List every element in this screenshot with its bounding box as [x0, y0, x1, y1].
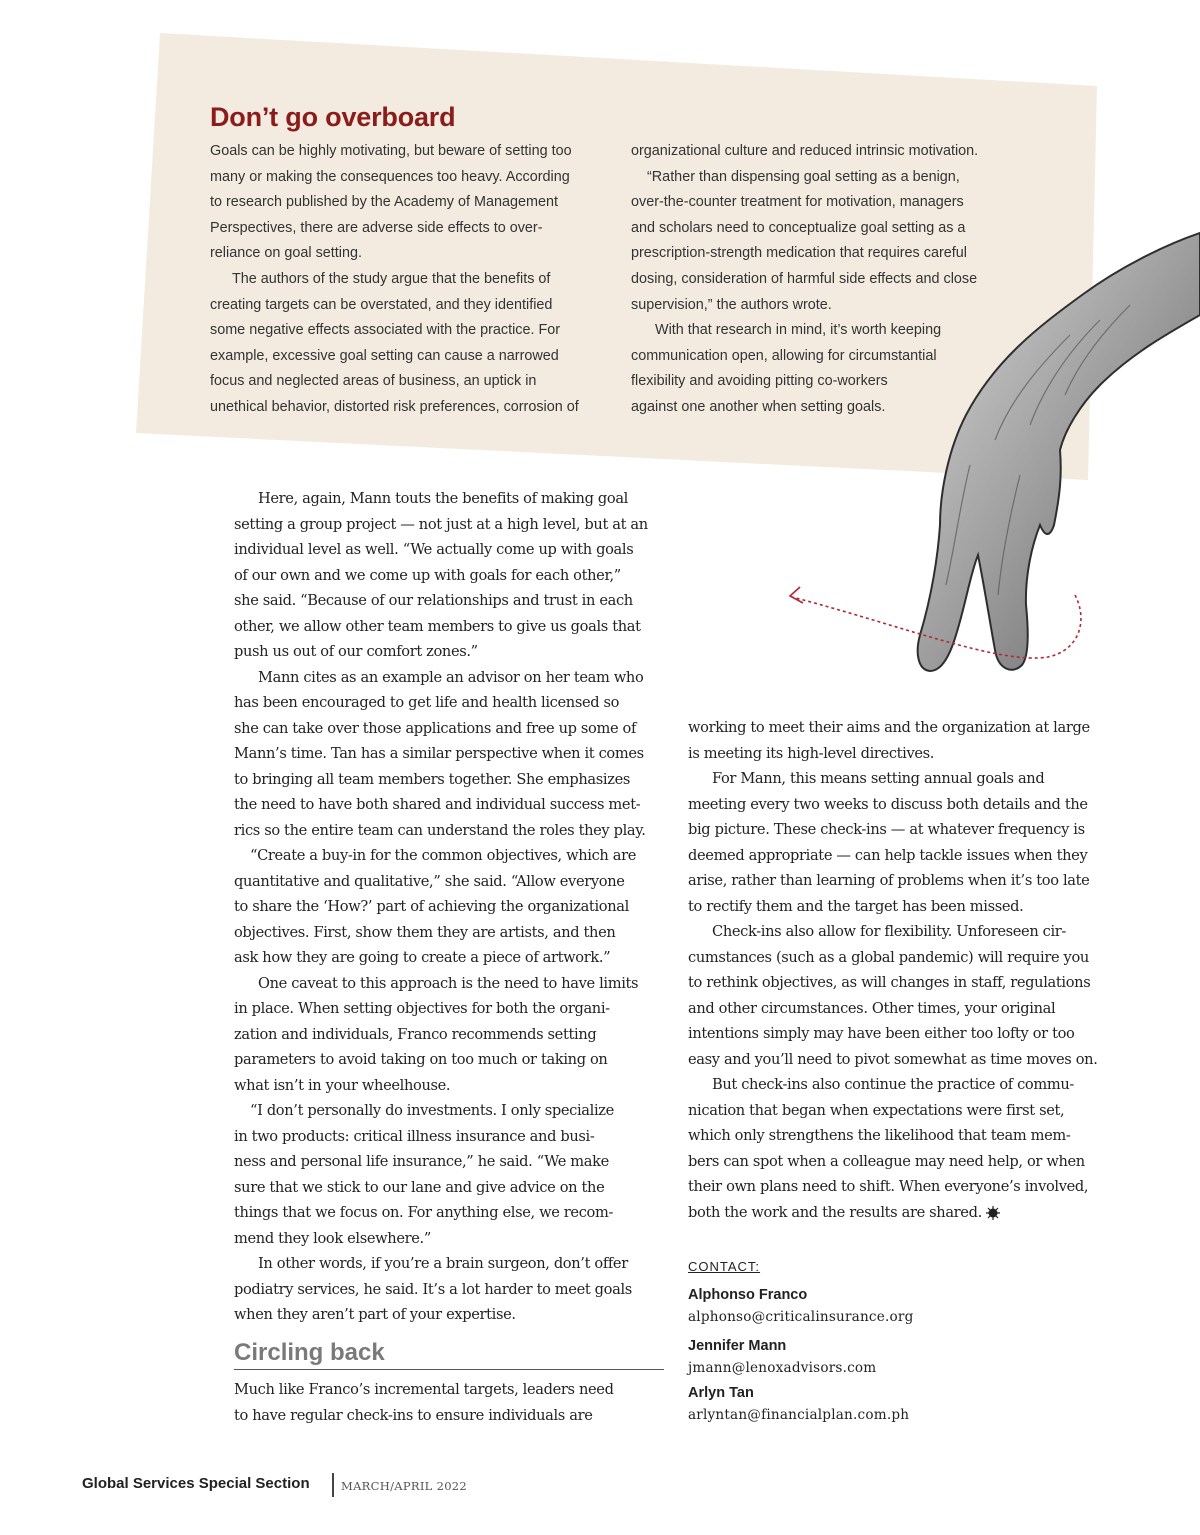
text-line: Mann cites as an example an advisor on her team who [258, 668, 644, 686]
text-line: prescription-strength medication that requires careful [631, 245, 967, 262]
text-line: sure that we stick to our lane and give advice on the [234, 1178, 605, 1196]
text-line: some negative effects associated with the practice. For [210, 322, 561, 339]
contact-email[interactable]: jmann@lenoxadvisors.com [688, 1360, 877, 1376]
body-paragraph [234, 843, 674, 971]
text-line: what isn’t in your wheelhouse. [234, 1076, 451, 1094]
text-line: communication open, allowing for circumstantial [631, 347, 937, 364]
footer-issue-date: MARCH/APRIL 2022 [341, 1479, 468, 1493]
text-line: mend they look elsewhere.” [234, 1229, 431, 1247]
text-line: reliance on goal setting. [210, 245, 363, 262]
text-line: “Create a buy-in for the common objectives, which are [250, 847, 637, 864]
text-line: dosing, consideration of harmful side effects and close [631, 270, 978, 287]
text-line: over-the-counter treatment for motivation, managers [631, 194, 964, 211]
contact-name: Alphonso Franco [688, 1287, 808, 1303]
text-line: has been encouraged to get life and health licensed so [234, 694, 620, 711]
text-line: individual level as well. “We actually come up with goals [234, 541, 634, 558]
body-column-left-continued [234, 1377, 674, 1428]
text-line: in place. When setting objectives for both the organi- [234, 1000, 610, 1017]
contact-name: Arlyn Tan [688, 1385, 754, 1401]
body-column-left [234, 486, 674, 1328]
text-line: cumstances (such as a global pandemic) will require you [688, 948, 1089, 966]
text-line: One caveat to this approach is the need to have limits [258, 974, 639, 992]
text-line: creating targets can be overstated, and they identified [210, 296, 553, 313]
body-paragraph [234, 665, 674, 844]
text-line: many or making the consequences too heavy. According [210, 168, 570, 185]
text-line: push us out of our comfort zones.” [234, 643, 478, 660]
text-line: ask how they are going to create a piece of artwork.” [234, 949, 611, 966]
text-line: meeting every two weeks to discuss both details and the [688, 795, 1088, 813]
text-line: unethical behavior, distorted risk preferences, corrosion of [210, 398, 579, 415]
body-paragraph [234, 1377, 674, 1428]
text-line: Here, again, Mann touts the benefits of making goal [258, 490, 628, 507]
text-line: to research published by the Academy of Management [210, 194, 558, 211]
sidebar-title: Don’t go overboard [210, 102, 456, 132]
text-line: Check-ins also allow for flexibility. Unforeseen cir- [712, 923, 1067, 940]
text-line: to rectify them and the target has been missed. [688, 897, 1024, 915]
text-line: to have regular check-ins to ensure individuals are [234, 1406, 593, 1424]
sidebar-column-left [210, 139, 615, 421]
text-line: ness and personal life insurance,” he said. “We make [234, 1153, 609, 1170]
text-line: setting a group project — not just at a high level, but at an [234, 515, 648, 533]
text-line: In other words, if you’re a brain surgeon, don’t offer [258, 1255, 628, 1272]
text-line: to share the ‘How?’ part of achieving the organizational [234, 898, 629, 915]
text-line: “Rather than dispensing goal setting as a benign, [647, 168, 960, 185]
body-paragraph [234, 971, 674, 1099]
sidebar-paragraph [210, 139, 615, 267]
text-line: focus and neglected areas of business, an uptick in [210, 373, 537, 390]
footer-section-name: Global Services Special Section [82, 1475, 310, 1492]
text-line: Much like Franco’s incremental targets, leaders need [234, 1381, 614, 1398]
text-line: she said. “Because of our relationships and trust in each [234, 592, 633, 609]
text-line: other, we allow other team members to give us goals that [234, 617, 641, 635]
text-line [688, 1200, 1128, 1226]
body-paragraph [234, 1098, 674, 1251]
text-line: The authors of the study argue that the benefits of [232, 270, 551, 287]
text-line: their own plans need to shift. When everyone’s involved, [688, 1178, 1089, 1195]
text-line: flexibility and avoiding pitting co-workers [631, 373, 888, 390]
contact-email[interactable]: alphonso@criticalinsurance.org [688, 1309, 914, 1325]
contact-email[interactable]: arlyntan@financialplan.com.ph [688, 1407, 910, 1423]
text-line: quantitative and qualitative,” she said. “Allow everyone [234, 872, 625, 890]
body-paragraph [234, 1251, 674, 1328]
text-line: and other circumstances. Other times, your original [688, 999, 1056, 1017]
text-line: Perspectives, there are adverse side effects to over- [210, 219, 543, 236]
end-mark-icon [986, 1206, 1000, 1220]
text-line: arise, rather than learning of problems when it’s too late [688, 872, 1090, 889]
text-line: in two products: critical illness insurance and busi- [234, 1127, 595, 1145]
body-paragraph [688, 715, 1128, 766]
text-line: But check-ins also continue the practice of commu- [712, 1076, 1074, 1093]
text-line: organizational culture and reduced intrinsic motivation. [631, 143, 979, 159]
text-line: to bringing all team members together. She emphasizes [234, 770, 631, 788]
body-paragraph [688, 1072, 1128, 1225]
text-line: rics so the entire team can understand the roles they play. [234, 821, 646, 839]
text-line: is meeting its high-level directives. [688, 744, 935, 762]
text-line: easy and you’ll need to pivot somewhat as time moves on. [688, 1050, 1098, 1068]
text-line: big picture. These check-ins — at whatever frequency is [688, 821, 1085, 838]
text-line: when they aren’t part of your expertise. [234, 1306, 516, 1323]
text-line: example, excessive goal setting can cause a narrowed [210, 347, 559, 364]
text-line: against one another when setting goals. [631, 398, 886, 415]
sidebar-paragraph [631, 139, 1021, 165]
text-line: deemed appropriate — can help tackle issues when they [688, 846, 1088, 864]
text-line: the need to have both shared and individual success met- [234, 796, 641, 813]
text-line: she can take over those applications and free up some of [234, 719, 637, 737]
text-line: With that research in mind, it’s worth keeping [655, 322, 942, 339]
text-line: things that we focus on. For anything else, we recom- [234, 1204, 614, 1221]
text-line: zation and individuals, Franco recommends setting [234, 1025, 597, 1043]
text-fragment: both the work and the results are shared. [688, 1203, 982, 1221]
text-line: bers can spot when a colleague may need help, or when [688, 1152, 1085, 1170]
text-line: podiatry services, he said. It’s a lot harder to meet goals [234, 1280, 632, 1298]
section-heading: Circling back [234, 1338, 664, 1370]
text-line: For Mann, this means setting annual goals and [712, 770, 1045, 787]
arrow-head-icon [790, 587, 803, 603]
text-line: supervision,” the authors wrote. [631, 296, 832, 313]
hand-illustration [770, 225, 1200, 685]
contact-name: Jennifer Mann [688, 1338, 787, 1354]
text-line: and scholars need to conceptualize goal setting as a [631, 219, 966, 236]
text-line: which only strengthens the likelihood that team mem- [688, 1127, 1071, 1144]
body-paragraph [234, 486, 674, 665]
body-paragraph [688, 766, 1128, 919]
text-line: parameters to avoid taking on too much or taking on [234, 1051, 608, 1068]
text-line: to rethink objectives, as will changes in staff, regulations [688, 974, 1091, 991]
body-paragraph [688, 919, 1128, 1072]
text-line: working to meet their aims and the organization at large [688, 719, 1090, 736]
footer-divider [332, 1473, 334, 1497]
body-column-right [688, 715, 1128, 1225]
text-line: Mann’s time. Tan has a similar perspective when it comes [234, 745, 644, 762]
text-line: of our own and we come up with goals for each other,” [234, 566, 621, 584]
text-line: intentions simply may have been either too lofty or too [688, 1025, 1075, 1042]
contact-label: CONTACT: [688, 1259, 761, 1274]
sidebar-paragraph [210, 267, 615, 421]
text-line: objectives. First, show them they are artists, and then [234, 923, 616, 941]
text-line: Goals can be highly motivating, but beware of setting too [210, 143, 572, 159]
text-line: nication that began when expectations were first set, [688, 1101, 1065, 1119]
hand-shape [918, 233, 1200, 671]
text-line: “I don’t personally do investments. I only specialize [250, 1102, 614, 1119]
